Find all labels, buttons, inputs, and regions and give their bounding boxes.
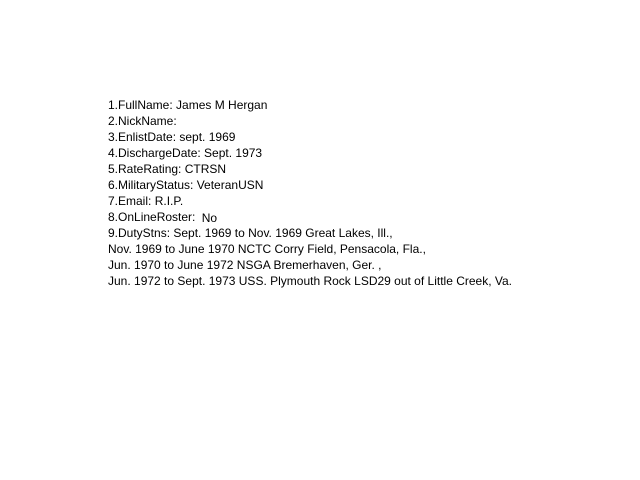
email-label: 7.Email: <box>108 194 155 208</box>
duty-stations-line <box>108 225 628 241</box>
enlist-date-value: sept. 1969 <box>179 130 236 144</box>
full-name-line <box>108 97 628 113</box>
enlist-date-line <box>108 129 628 145</box>
full-name-label: 1.FullName: <box>108 98 177 112</box>
rate-rating-line <box>108 161 628 177</box>
military-status-value: VeteranUSN <box>196 178 264 192</box>
duty-station-continuation: Nov. 1969 to June 1970 NCTC Corry Field, Pensacola, Fla., <box>108 242 426 256</box>
personnel-record <box>108 97 628 289</box>
duty-stations-value: Sept. 1969 to Nov. 1969 Great Lakes, Ill., <box>173 226 393 240</box>
email-line <box>108 193 628 209</box>
nickname-label: 2.NickName: <box>108 114 177 128</box>
duty-station-continuation: Jun. 1972 to Sept. 1973 USS. Plymouth Rock LSD29 out of Little Creek, Va. <box>108 274 513 288</box>
enlist-date-label: 3.EnlistDate: <box>108 130 180 144</box>
military-status-label: 6.MilitaryStatus: <box>108 178 197 192</box>
email-value: R.I.P. <box>154 194 184 208</box>
duty-station-continuation: Jun. 1970 to June 1972 NSGA Bremerhaven, Ger. , <box>108 258 382 272</box>
full-name-value: James M Hergan <box>176 98 268 112</box>
military-status-line <box>108 177 628 193</box>
online-roster-value: No <box>201 211 218 225</box>
online-roster-label: 8.OnLineRoster: <box>108 210 199 224</box>
nickname-line <box>108 113 628 129</box>
online-roster-line <box>108 209 628 225</box>
discharge-date-value: Sept. 1973 <box>204 146 263 160</box>
rate-rating-value: CTRSN <box>184 162 227 176</box>
discharge-date-line <box>108 145 628 161</box>
discharge-date-label: 4.DischargeDate: <box>108 146 205 160</box>
duty-stations-label: 9.DutyStns: <box>108 226 174 240</box>
rate-rating-label: 5.RateRating: <box>108 162 185 176</box>
